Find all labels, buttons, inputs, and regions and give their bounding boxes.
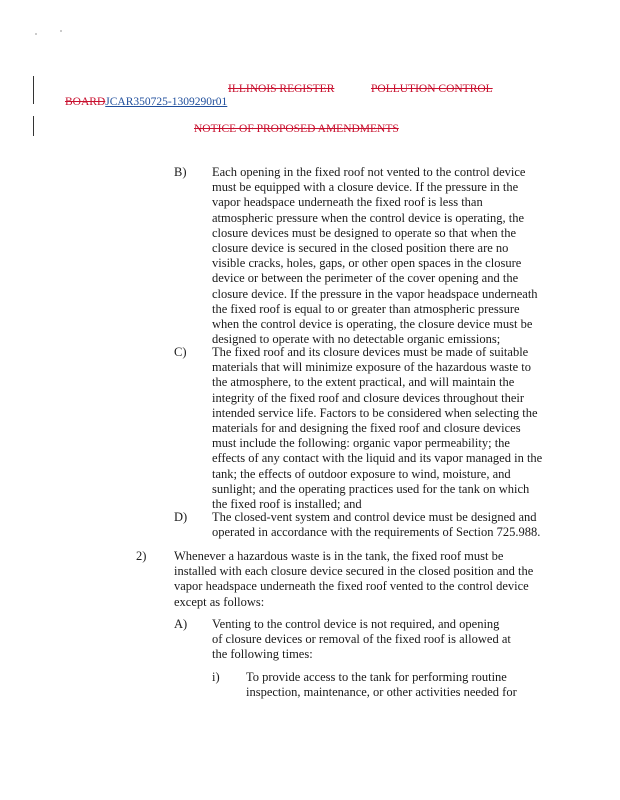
board-line (65, 95, 227, 109)
scan-speck (35, 33, 37, 35)
item-text-2: Whenever a hazardous waste is in the tank, the fixed roof must be installed with each closure device secured in the closed position and the vapor headspace underneath the fixed roof vented to the control device except as follows: (174, 549, 534, 609)
item-text-i: To provide access to the tank for performing routine inspection, maintenance, or other activities needed for (246, 670, 517, 700)
item-text-a: Venting to the control device is not required, and opening of closure devices or removal of the fixed roof is allowed at the following times: (212, 617, 511, 662)
revision-bar-top (33, 76, 34, 104)
notice-title: NOTICE OF PROPOSED AMENDMENTS (194, 123, 399, 135)
register-title: ILLINOIS REGISTER (228, 83, 335, 95)
item-text-d: The closed-vent system and control device must be designed and operated in accordance with the requirements of Section 725.988. (212, 510, 541, 540)
item-marker-i: i) (212, 670, 220, 684)
document-id: JCAR350725-1309290r01 (105, 96, 228, 108)
item-marker-2: 2) (136, 549, 147, 563)
item-marker-b: B) (174, 165, 187, 179)
revision-bar-bottom (33, 116, 34, 136)
agency-title: POLLUTION CONTROL (371, 83, 493, 95)
board-title: BOARD (65, 96, 106, 108)
item-marker-a: A) (174, 617, 188, 631)
item-marker-c: C) (174, 345, 187, 359)
item-text-c: The fixed roof and its closure devices must be made of suitable materials that will minimize exposure of the hazardous waste to the atmosphere, to the extent practical, and will maintain the integrity of the fixed roof and closure devices throughout their intended service life. Factors to be considered when selecting the materials for and designing the fixed roof and closure devices must include the following: organic vapor permeability; the effects of any contact with the liquid and its vapor managed in the tank; the effects of outdoor exposure to wind, moisture, and sunlight; and the operating practices used for the tank on which the fixed roof is installed; and (212, 345, 543, 512)
item-text-b: Each opening in the fixed roof not vented to the control device must be equipped with a closure device. If the pressure in the vapor headspace underneath the fixed roof is less than atmospheric pressure when the control device is operating, the closure devices must be designed to operate so that when the closure device is secured in the closed position there are no visible cracks, holes, gaps, or other open spaces in the closure device or between the perimeter of the cover opening and the closure device. If the pressure in the vapor headspace underneath the fixed roof is equal to or greater than atmospheric pressure when the control device is operating, the closure device must be designed to operate with no detectable organic emissions; (212, 165, 538, 347)
scan-speck (60, 30, 62, 32)
item-marker-d: D) (174, 510, 188, 524)
